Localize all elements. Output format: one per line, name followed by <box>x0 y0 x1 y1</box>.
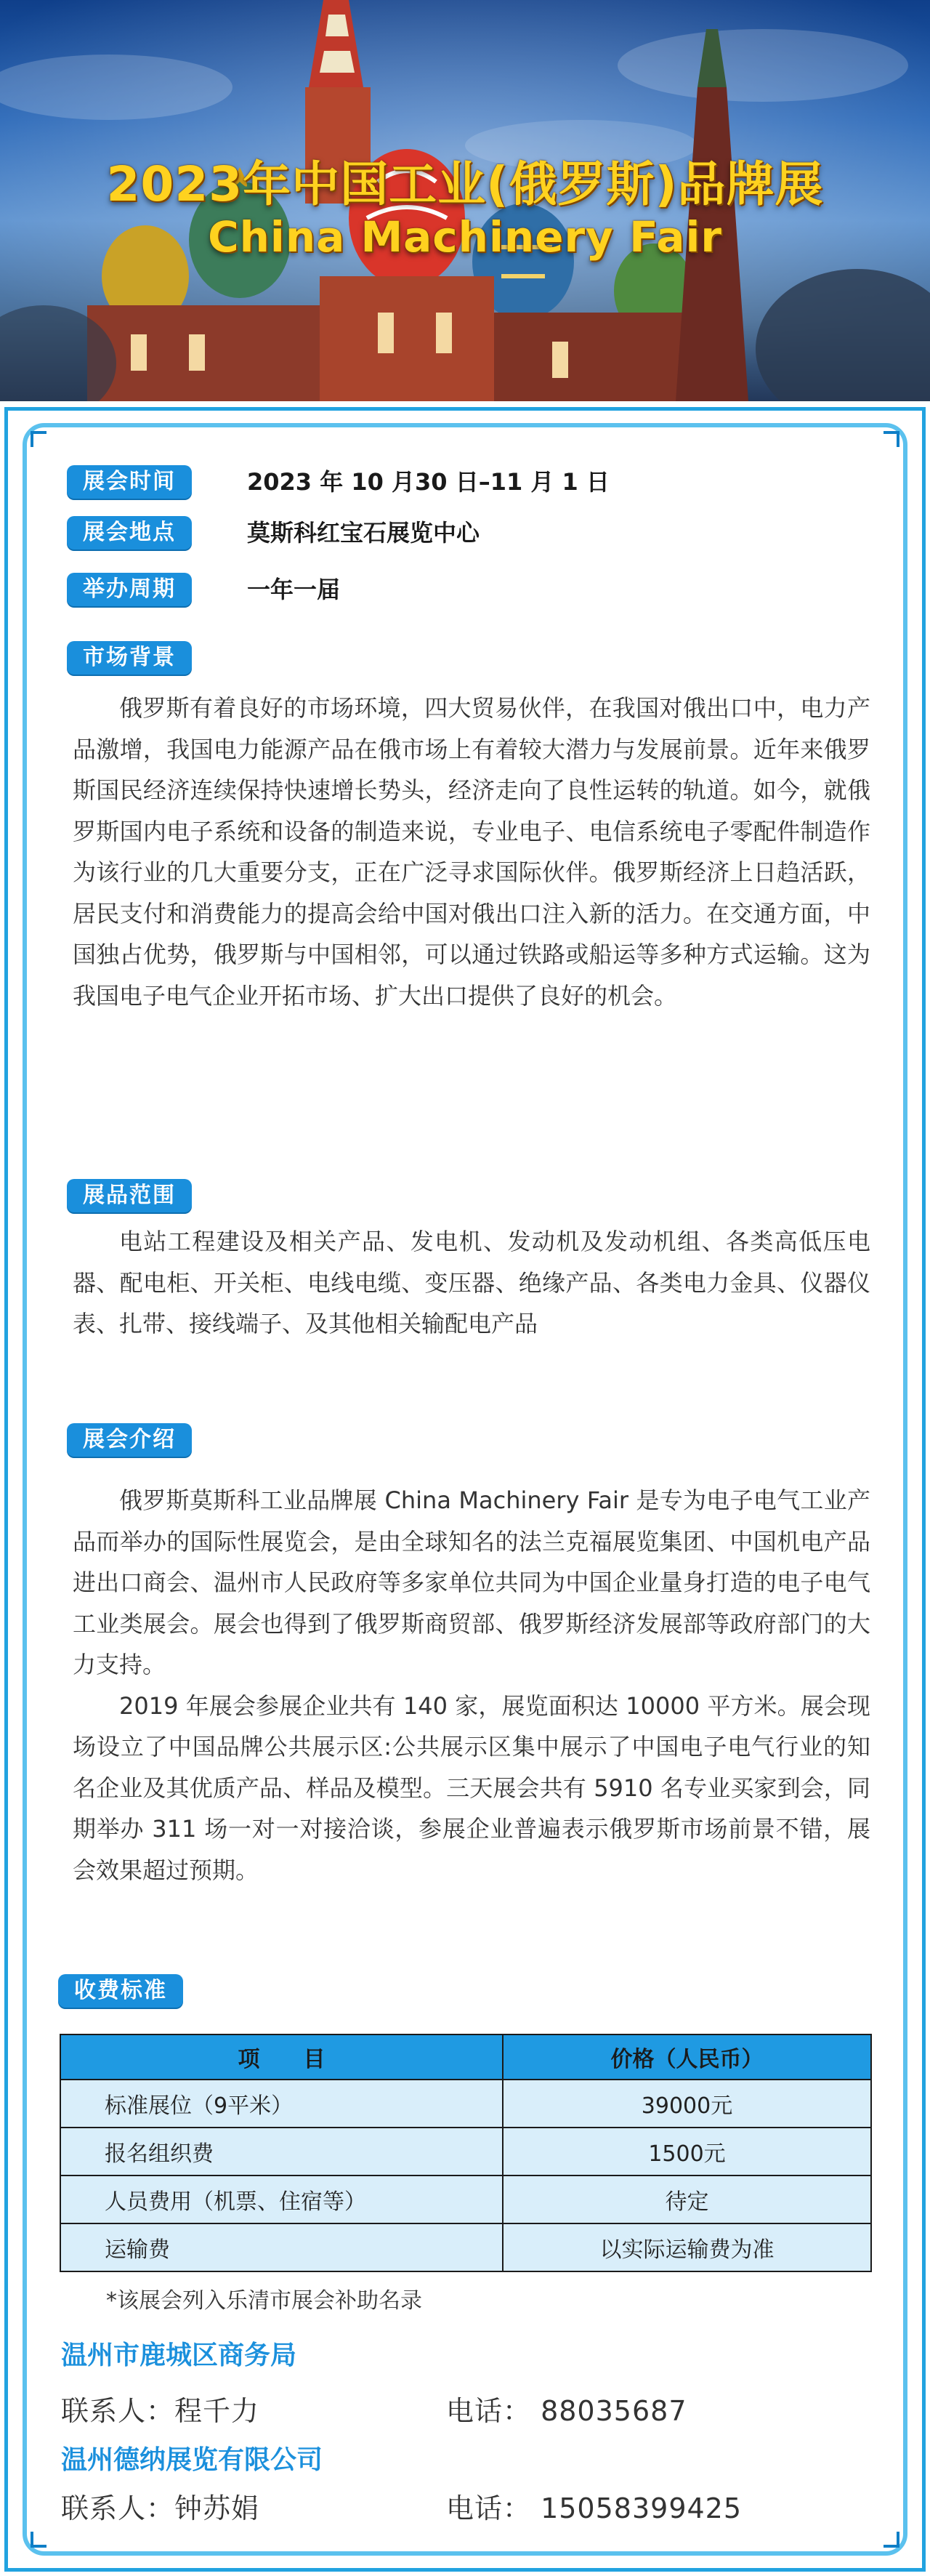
exhibits-text <box>73 1221 870 1345</box>
value-cycle: 一年一届 <box>247 576 341 603</box>
label-venue: 展会地点 <box>67 516 192 550</box>
value-venue: 莫斯科红宝石展览中心 <box>247 519 480 547</box>
corner-decoration <box>31 431 46 447</box>
value-time: 2023 年 10 月30 日–11 月 1 日 <box>247 468 610 496</box>
contact-person-1: 联系人：程千力 <box>61 2395 260 2427</box>
fee-price: 以实际运输费为准 <box>503 2223 871 2271</box>
label-exhibits: 展品范围 <box>67 1179 192 1212</box>
intro-paragraph-2: 2019 年展会参展企业共有 140 家，展览面积达 10000 平方米。展会现场设立了中国品牌公共展示区:公共展示区集中展示了中国电子电气行业的知名企业及其优质产品、样品及模型。三天展会共有 5910 名专业买家到会，同期举办 311 场一对一对接洽谈，参展企业普遍表示俄罗斯市场前景不错，展会效果超过预期。 <box>73 1691 870 1884</box>
table-row <box>60 2175 871 2223</box>
header-item: 项 目 <box>60 2034 503 2080</box>
intro-paragraph-1: 俄罗斯莫斯科工业品牌展 China Machinery Fair 是专为电子电气工业产品而举办的国际性展览会，是由全球知名的法兰克福展览集团、中国机电产品进出口商会、温州市人民政府等多家单位共同为中国企业量身打造的电子电气工业类展会。展会也得到了俄罗斯商贸部、俄罗斯经济发展部等政府部门的大力支持。 <box>73 1486 870 1678</box>
label-market: 市场背景 <box>67 641 192 675</box>
fee-price: 待定 <box>503 2175 871 2223</box>
exhibits-paragraph: 电站工程建设及相关产品、发电机、发动机及发动机组、各类高低压电器、配电柜、开关柜、电线电缆、变压器、绝缘产品、各类电力金具、仪器仪表、扎带、接线端子、及其他相关输配电产品 <box>73 1228 870 1337</box>
banner-subtitle: China Machinery Fair <box>208 212 722 262</box>
table-header-row <box>60 2034 871 2080</box>
banner-title: 2023年中国工业(俄罗斯)品牌展 <box>106 156 824 212</box>
contact-org-1: 温州市鹿城区商务局 <box>61 2340 297 2370</box>
label-time: 展会时间 <box>67 465 192 499</box>
corner-decoration <box>884 431 899 447</box>
label-intro: 展会介绍 <box>67 1423 192 1457</box>
label-cycle: 举办周期 <box>67 573 192 606</box>
fee-item: 标准展位（9平米） <box>60 2080 503 2128</box>
banner <box>0 0 930 401</box>
corner-decoration <box>884 2532 899 2548</box>
fee-price: 39000元 <box>503 2080 871 2128</box>
fee-item: 人员费用（机票、住宿等） <box>60 2175 503 2223</box>
fee-table <box>60 2034 872 2272</box>
subsidy-note: *该展会列入乐清市展会补助名录 <box>106 2288 422 2314</box>
contact-phone-1[interactable]: 电话： 88035687 <box>446 2395 687 2427</box>
fee-price: 1500元 <box>503 2128 871 2175</box>
table-row <box>60 2223 871 2271</box>
label-fees: 收费标准 <box>58 1974 183 2008</box>
market-text <box>73 688 870 1016</box>
header-price: 价格（人民币） <box>503 2034 871 2080</box>
table-row <box>60 2080 871 2128</box>
fee-item: 运输费 <box>60 2223 503 2271</box>
contact-person-2: 联系人：钟苏娟 <box>61 2492 260 2524</box>
fee-item: 报名组织费 <box>60 2128 503 2175</box>
contact-org-2: 温州德纳展览有限公司 <box>61 2445 323 2475</box>
table-row <box>60 2128 871 2175</box>
corner-decoration <box>31 2532 46 2548</box>
intro-text <box>73 1480 870 1891</box>
contact-phone-2[interactable]: 电话： 15058399425 <box>446 2492 743 2524</box>
market-paragraph: 俄罗斯有着良好的市场环境，四大贸易伙伴，在我国对俄出口中，电力产品激增，我国电力能源产品在俄市场上有着较大潜力与发展前景。近年来俄罗斯国民经济连续保持快速增长势头，经济走向了良性运转的轨道。如今，就俄罗斯国内电子系统和设备的制造来说，专业电子、电信系统电子零配件制造作为该行业的几大重要分支，正在广泛寻求国际伙伴。俄罗斯经济上日趋活跃，居民支付和消费能力的提高会给中国对俄出口注入新的活力。在交通方面，中国独占优势，俄罗斯与中国相邻，可以通过铁路或船运等多种方式运输。这为我国电子电气企业开拓市场、扩大出口提供了良好的机会。 <box>73 694 870 1010</box>
